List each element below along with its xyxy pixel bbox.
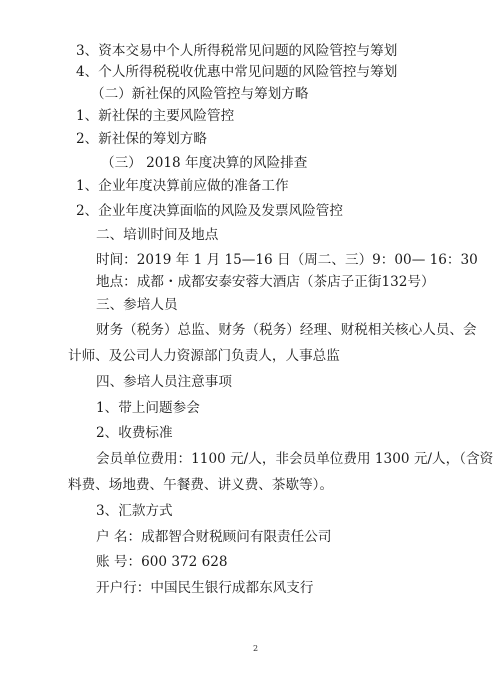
page-number: 2 bbox=[253, 644, 259, 653]
line-10: 时间：2019 年 1 月 15—16 日（周二、三）9：00— 16：30 bbox=[96, 252, 478, 268]
line-9: 二、培训时间及地点 bbox=[96, 227, 219, 243]
line-19: 料费、场地费、午餐费、讲义费、茶歇等）。 bbox=[68, 477, 334, 493]
line-20: 3、汇款方式 bbox=[96, 503, 173, 519]
line-8: 2、企业年度决算面临的风险及发票风险管控 bbox=[76, 203, 343, 219]
line-3: （二）新社保的风险管控与筹划方略 bbox=[91, 86, 309, 102]
line-11: 地点：成都・成都安泰安蓉大酒店（茶店子正街132号） bbox=[96, 274, 435, 290]
line-12: 三、参培人员 bbox=[96, 297, 178, 313]
line-7: 1、企业年度决算前应做的准备工作 bbox=[76, 178, 289, 194]
line-6: （三） 2018 年度决算的风险排查 bbox=[101, 155, 308, 171]
line-21: 户 名：成都智合财税顾问有限责任公司 bbox=[96, 529, 332, 545]
line-16: 1、带上问题参会 bbox=[96, 400, 200, 416]
line-4: 1、新社保的主要风险管控 bbox=[76, 108, 235, 124]
line-23: 开户行：中国民生银行成都东风支行 bbox=[96, 580, 314, 596]
line-14: 计师、及公司人力资源部门负责人，人事总监 bbox=[68, 348, 340, 364]
line-22: 账 号：600 372 628 bbox=[96, 554, 228, 570]
line-13: 财务（税务）总监、财务（税务）经理、财税相关核心人员、会 bbox=[96, 322, 477, 338]
line-2: 4、个人所得税税收优惠中常见问题的风险管控与筹划 bbox=[76, 64, 398, 80]
line-5: 2、新社保的筹划方略 bbox=[76, 131, 207, 147]
line-15: 四、参培人员注意事项 bbox=[96, 374, 232, 390]
line-17: 2、收费标准 bbox=[96, 425, 173, 441]
line-18: 会员单位费用：1100 元/人，非会员单位费用 1300 元/人，（含资 bbox=[96, 451, 494, 467]
line-1: 3、资本交易中个人所得税常见问题的风险管控与筹划 bbox=[76, 43, 398, 59]
